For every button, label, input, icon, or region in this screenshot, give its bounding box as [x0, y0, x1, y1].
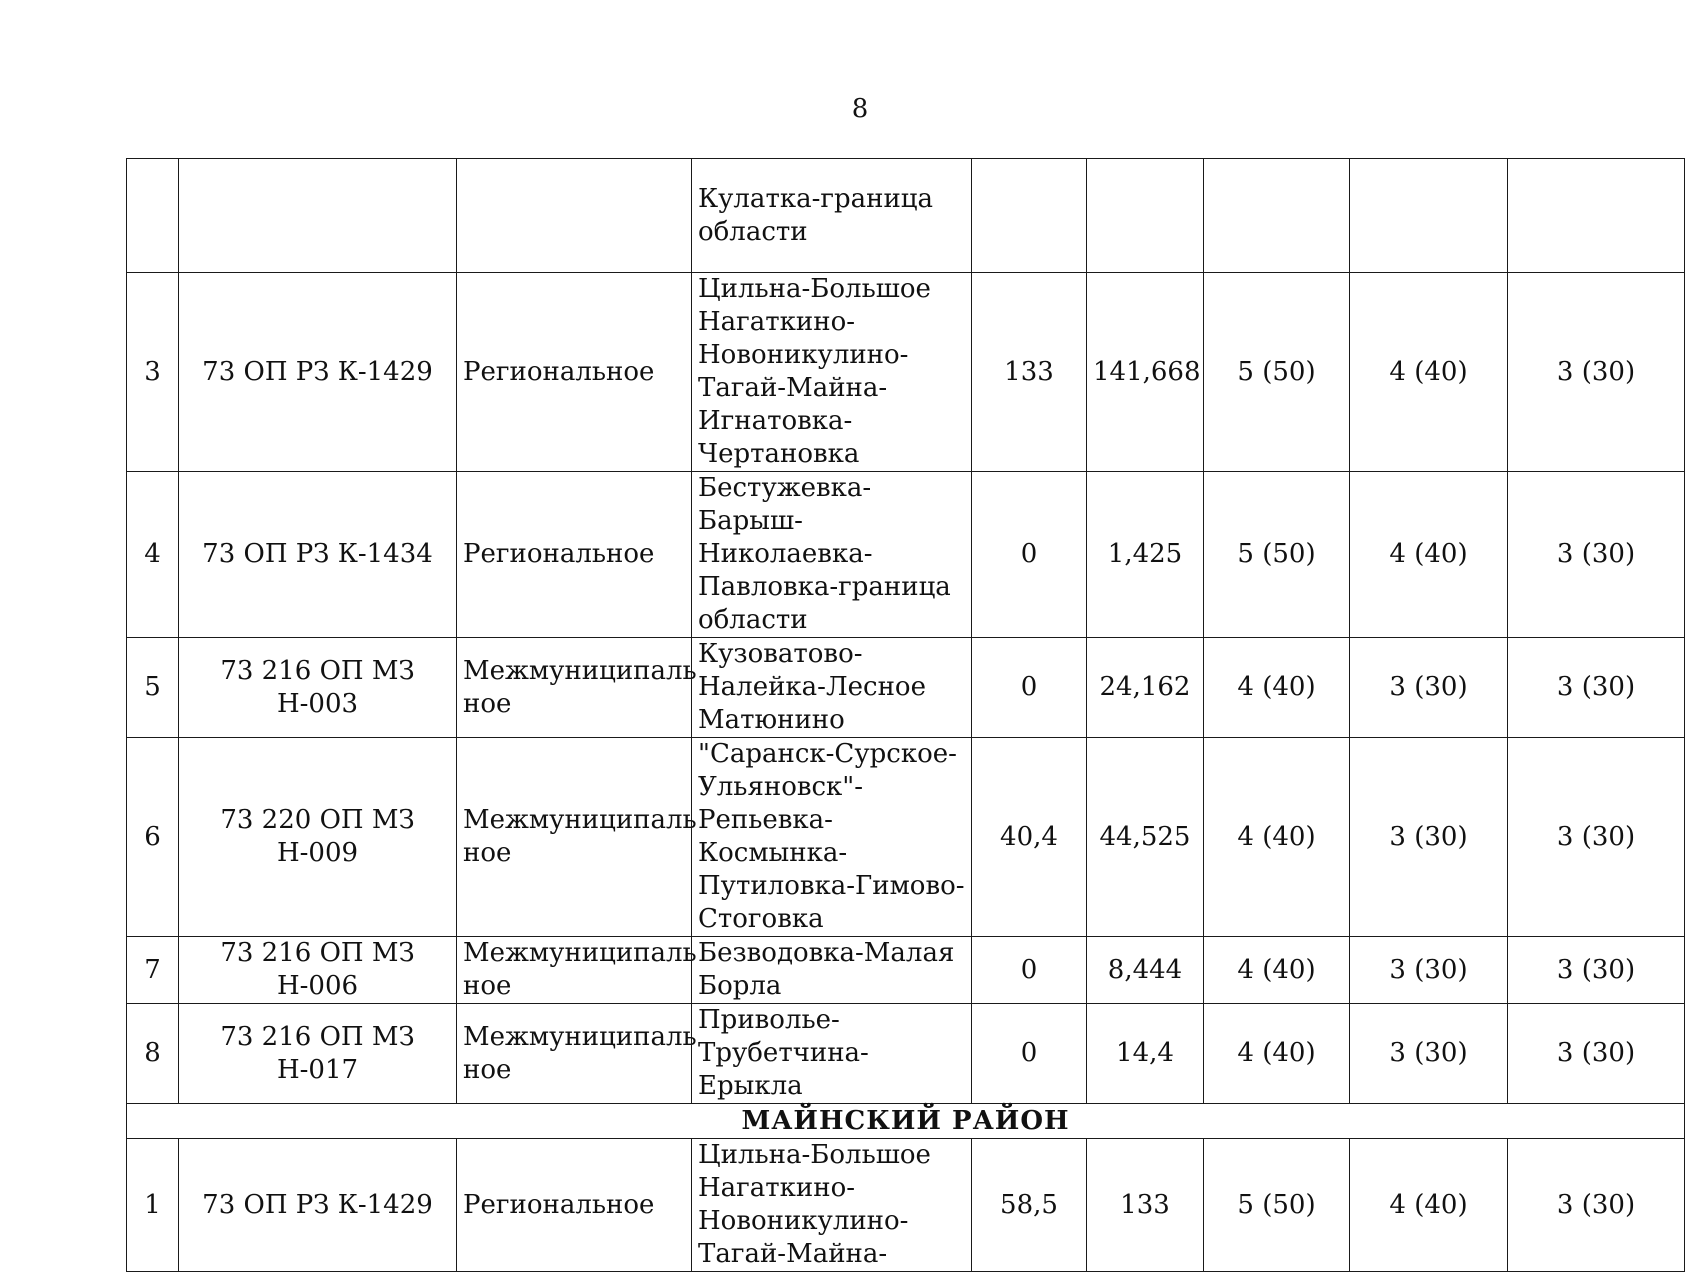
road-code-cell	[179, 159, 457, 273]
value-cell: 14,4	[1087, 1004, 1204, 1104]
value-cell: 4 (40)	[1204, 1004, 1350, 1104]
row-number-cell	[127, 159, 179, 273]
road-type-cell: Межмуниципаль ное	[457, 937, 692, 1004]
road-type-cell	[457, 159, 692, 273]
road-code-cell: 73 ОП РЗ К-1429	[179, 273, 457, 472]
road-name-cell: Кулатка-граница области	[692, 159, 972, 273]
value-cell: 4 (40)	[1350, 1139, 1508, 1272]
district-heading: МАЙНСКИЙ РАЙОН	[127, 1104, 1685, 1139]
road-type-cell: Региональное	[457, 472, 692, 638]
table-row	[127, 738, 1685, 937]
row-number-cell: 5	[127, 638, 179, 738]
value-cell	[1204, 159, 1350, 273]
district-heading-row	[127, 1104, 1685, 1139]
road-code-cell: 73 216 ОП МЗ Н-017	[179, 1004, 457, 1104]
value-cell: 3 (30)	[1508, 1139, 1685, 1272]
road-type-cell: Региональное	[457, 273, 692, 472]
value-cell	[1350, 159, 1508, 273]
value-cell: 3 (30)	[1350, 1004, 1508, 1104]
value-cell: 3 (30)	[1508, 937, 1685, 1004]
row-number-cell: 6	[127, 738, 179, 937]
value-cell: 3 (30)	[1350, 638, 1508, 738]
table-row	[127, 273, 1685, 472]
roads-table	[126, 158, 1685, 1272]
road-type-cell: Региональное	[457, 1139, 692, 1272]
road-code-cell: 73 ОП РЗ К-1429	[179, 1139, 457, 1272]
value-cell: 4 (40)	[1204, 738, 1350, 937]
road-name-cell: Приволье-Трубетчина-Ерыкла	[692, 1004, 972, 1104]
road-name-cell: Бестужевка-Барыш-Николаевка-Павловка-граница области	[692, 472, 972, 638]
road-name-cell: "Саранск-Сурское-Ульяновск"-Репьевка-Космынка-Путиловка-Гимово-Стоговка	[692, 738, 972, 937]
row-number-cell: 3	[127, 273, 179, 472]
value-cell: 8,444	[1087, 937, 1204, 1004]
value-cell: 133	[972, 273, 1087, 472]
row-number-cell: 1	[127, 1139, 179, 1272]
value-cell: 4 (40)	[1350, 472, 1508, 638]
value-cell: 141,668	[1087, 273, 1204, 472]
value-cell: 4 (40)	[1350, 273, 1508, 472]
value-cell: 0	[972, 937, 1087, 1004]
value-cell: 5 (50)	[1204, 273, 1350, 472]
value-cell: 0	[972, 472, 1087, 638]
value-cell: 0	[972, 1004, 1087, 1104]
row-number-cell: 8	[127, 1004, 179, 1104]
table-row	[127, 472, 1685, 638]
table-row	[127, 638, 1685, 738]
road-type-cell: Межмуниципаль ное	[457, 738, 692, 937]
value-cell: 1,425	[1087, 472, 1204, 638]
value-cell	[1508, 159, 1685, 273]
value-cell: 40,4	[972, 738, 1087, 937]
value-cell: 3 (30)	[1508, 638, 1685, 738]
road-name-cell: Цильна-Большое Нагаткино-Новоникулино-Тагай-Майна-Игнатовка-Чертановка	[692, 273, 972, 472]
value-cell: 44,525	[1087, 738, 1204, 937]
value-cell: 3 (30)	[1508, 738, 1685, 937]
page-number: 8	[851, 94, 869, 124]
value-cell	[1087, 159, 1204, 273]
value-cell: 3 (30)	[1350, 738, 1508, 937]
road-name-cell: Кузоватово-Налейка-Лесное Матюнино	[692, 638, 972, 738]
value-cell: 3 (30)	[1508, 472, 1685, 638]
road-type-cell: Межмуниципаль ное	[457, 1004, 692, 1104]
value-cell: 3 (30)	[1350, 937, 1508, 1004]
value-cell: 3 (30)	[1508, 1004, 1685, 1104]
value-cell: 3 (30)	[1508, 273, 1685, 472]
value-cell: 4 (40)	[1204, 638, 1350, 738]
road-name-cell: Безводовка-Малая Борла	[692, 937, 972, 1004]
road-code-cell: 73 ОП РЗ К-1434	[179, 472, 457, 638]
table-row	[127, 937, 1685, 1004]
row-number-cell: 7	[127, 937, 179, 1004]
road-code-cell: 73 216 ОП МЗ Н-006	[179, 937, 457, 1004]
table-row	[127, 159, 1685, 273]
value-cell: 5 (50)	[1204, 1139, 1350, 1272]
road-code-cell: 73 220 ОП МЗ Н-009	[179, 738, 457, 937]
table-row	[127, 1139, 1685, 1272]
value-cell: 5 (50)	[1204, 472, 1350, 638]
table-row	[127, 1004, 1685, 1104]
value-cell: 4 (40)	[1204, 937, 1350, 1004]
road-type-cell: Межмуниципаль ное	[457, 638, 692, 738]
value-cell: 0	[972, 638, 1087, 738]
road-name-cell: Цильна-Большое Нагаткино-Новоникулино-Тагай-Майна-	[692, 1139, 972, 1272]
value-cell: 58,5	[972, 1139, 1087, 1272]
value-cell	[972, 159, 1087, 273]
value-cell: 24,162	[1087, 638, 1204, 738]
row-number-cell: 4	[127, 472, 179, 638]
value-cell: 133	[1087, 1139, 1204, 1272]
road-code-cell: 73 216 ОП МЗ Н-003	[179, 638, 457, 738]
